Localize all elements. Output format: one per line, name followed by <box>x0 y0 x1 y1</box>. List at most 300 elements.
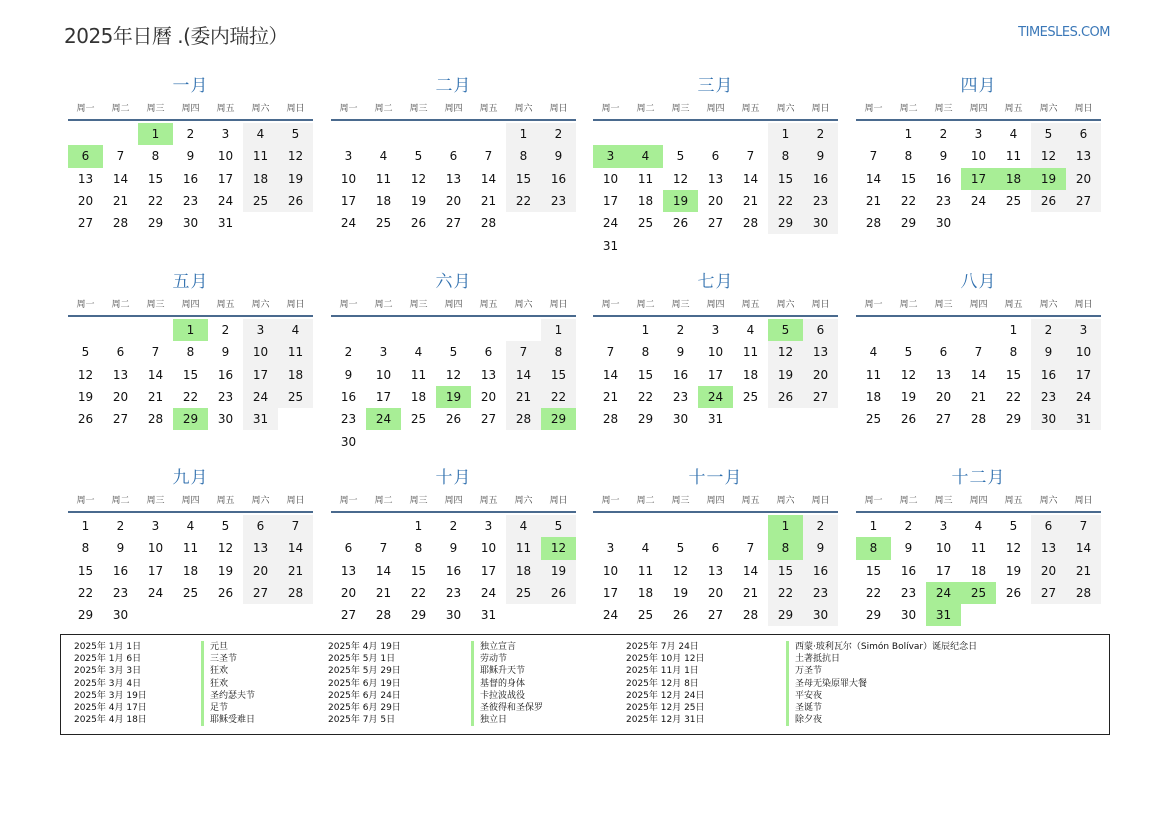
holiday-name: 三圣节 <box>210 654 238 665</box>
weekday-label: 周日 <box>549 300 568 310</box>
day-cell: 13 <box>340 563 357 578</box>
day-cell: 8 <box>541 341 576 363</box>
weekday-label: 周四 <box>969 496 988 506</box>
month-calendar <box>856 464 1101 626</box>
legend-date-column <box>74 641 147 726</box>
day-cell: 28 <box>147 412 164 427</box>
day-cell: 3 <box>221 127 230 142</box>
weekday-label: 周四 <box>181 496 200 506</box>
day-cell: 7 <box>1066 515 1101 537</box>
day-cell: 3 <box>151 519 160 534</box>
weekday-label: 周日 <box>286 300 305 310</box>
day-cell: 28 <box>112 216 129 231</box>
weekday-label: 周一 <box>339 300 358 310</box>
days-grid <box>856 123 1101 234</box>
day-cell: 9 <box>186 149 195 164</box>
holiday-day-cell: 17 <box>961 168 996 190</box>
empty-cell <box>436 123 471 145</box>
day-cell: 19 <box>278 168 313 190</box>
weekday-label: 周五 <box>1004 300 1023 310</box>
weekday-label: 周五 <box>479 300 498 310</box>
holiday-date: 2025年 7月 5日 <box>328 715 396 726</box>
holiday-name: 圣约瑟夫节 <box>210 690 256 701</box>
day-cell: 4 <box>746 323 755 338</box>
day-cell: 2 <box>1031 319 1066 341</box>
day-cell: 21 <box>506 386 541 408</box>
holiday-name: 土著抵抗日 <box>795 654 841 665</box>
weekday-label: 周四 <box>969 300 988 310</box>
day-cell: 8 <box>506 145 541 167</box>
weekday-label: 周日 <box>1074 104 1093 114</box>
weekday-label: 周二 <box>899 496 918 506</box>
day-cell: 28 <box>865 216 882 231</box>
day-cell: 7 <box>151 345 160 360</box>
day-cell: 18 <box>375 194 392 209</box>
day-cell: 1 <box>869 519 878 534</box>
day-cell: 12 <box>672 563 689 578</box>
month-calendar <box>593 464 838 626</box>
site-link[interactable]: TIMESLES.COM <box>1018 25 1110 40</box>
holiday-date: 2025年 4月 17日 <box>74 703 147 714</box>
day-cell: 27 <box>803 386 838 408</box>
day-cell: 24 <box>602 216 619 231</box>
day-cell: 9 <box>1031 341 1066 363</box>
day-cell: 21 <box>278 560 313 582</box>
day-cell: 20 <box>935 390 952 405</box>
month-calendar <box>68 72 313 234</box>
header-divider <box>856 315 1101 317</box>
day-cell: 2 <box>803 515 838 537</box>
day-cell: 4 <box>869 345 878 360</box>
day-cell: 18 <box>637 194 654 209</box>
day-cell: 6 <box>711 149 720 164</box>
weekday-label: 周一 <box>601 104 620 114</box>
day-cell: 14 <box>602 367 619 382</box>
holiday-date: 2025年 6月 24日 <box>328 690 401 701</box>
day-cell: 13 <box>1066 145 1101 167</box>
day-cell: 25 <box>637 608 654 623</box>
day-cell: 19 <box>768 364 803 386</box>
day-cell: 15 <box>410 563 427 578</box>
day-cell: 12 <box>1031 145 1066 167</box>
day-cell: 21 <box>742 194 759 209</box>
empty-cell <box>891 319 926 341</box>
day-cell: 23 <box>803 582 838 604</box>
day-cell: 23 <box>541 190 576 212</box>
day-cell: 28 <box>480 216 497 231</box>
holiday-date: 2025年 4月 19日 <box>328 642 401 652</box>
day-cell: 8 <box>768 145 803 167</box>
day-cell: 10 <box>217 149 234 164</box>
day-cell: 12 <box>410 171 427 186</box>
day-cell: 7 <box>484 149 493 164</box>
day-cell: 8 <box>151 149 160 164</box>
day-cell: 30 <box>803 212 838 234</box>
weekday-label: 周六 <box>251 496 270 506</box>
day-cell: 22 <box>506 190 541 212</box>
weekday-label: 周一 <box>76 496 95 506</box>
holiday-day-cell: 12 <box>541 537 576 559</box>
weekday-header <box>68 100 313 118</box>
month-title: 十二月 <box>951 468 1006 488</box>
weekday-header <box>331 100 576 118</box>
empty-cell <box>628 515 663 537</box>
weekday-label: 周五 <box>216 104 235 114</box>
weekday-label: 周日 <box>1074 300 1093 310</box>
weekday-label: 周三 <box>934 496 953 506</box>
day-cell: 8 <box>641 345 650 360</box>
day-cell: 17 <box>602 194 619 209</box>
empty-cell <box>663 515 698 537</box>
day-cell: 27 <box>707 216 724 231</box>
month-title: 八月 <box>960 272 997 292</box>
day-cell: 6 <box>803 319 838 341</box>
holiday-name: 圣母无染原罪大餐 <box>795 678 868 689</box>
weekday-label: 周一 <box>864 496 883 506</box>
weekday-label: 周一 <box>601 496 620 506</box>
day-cell: 21 <box>480 194 497 209</box>
day-cell: 23 <box>112 586 129 601</box>
empty-cell <box>366 319 401 341</box>
day-cell: 21 <box>147 390 164 405</box>
day-cell: 24 <box>480 586 497 601</box>
empty-cell <box>401 123 436 145</box>
day-cell: 5 <box>676 149 685 164</box>
weekday-label: 周四 <box>444 300 463 310</box>
empty-cell <box>471 319 506 341</box>
weekday-header <box>331 296 576 314</box>
weekday-label: 周五 <box>216 496 235 506</box>
day-cell: 28 <box>506 408 541 430</box>
day-cell: 11 <box>375 171 392 186</box>
day-cell: 15 <box>541 364 576 386</box>
weekday-label: 周二 <box>111 496 130 506</box>
day-cell: 24 <box>970 194 987 209</box>
day-cell: 11 <box>278 341 313 363</box>
day-cell: 14 <box>742 171 759 186</box>
empty-cell <box>68 319 103 341</box>
holiday-date: 2025年 6月 19日 <box>328 678 401 689</box>
day-cell: 20 <box>1031 560 1066 582</box>
day-cell: 17 <box>217 171 234 186</box>
day-cell: 16 <box>900 563 917 578</box>
day-cell: 2 <box>541 123 576 145</box>
legend-name-column <box>201 641 255 726</box>
day-cell: 10 <box>340 171 357 186</box>
month-calendar <box>331 72 576 234</box>
holiday-date: 2025年 5月 1日 <box>328 654 396 665</box>
day-cell: 15 <box>77 563 94 578</box>
days-grid <box>856 515 1101 626</box>
day-cell: 29 <box>768 604 803 626</box>
weekday-label: 周五 <box>1004 496 1023 506</box>
day-cell: 22 <box>637 390 654 405</box>
day-cell: 4 <box>1009 127 1018 142</box>
day-cell: 10 <box>480 541 497 556</box>
day-cell: 5 <box>1031 123 1066 145</box>
day-cell: 11 <box>742 345 759 360</box>
holiday-day-cell: 6 <box>68 145 103 167</box>
header-divider <box>68 315 313 317</box>
weekday-label: 周三 <box>146 104 165 114</box>
day-cell: 16 <box>182 171 199 186</box>
day-cell: 17 <box>602 586 619 601</box>
header-divider <box>856 511 1101 513</box>
day-cell: 29 <box>77 608 94 623</box>
weekday-label: 周二 <box>636 104 655 114</box>
holiday-name: 足节 <box>210 703 229 714</box>
holiday-name: 狂欢 <box>210 666 229 677</box>
holiday-date: 2025年 12月 8日 <box>626 678 699 689</box>
day-cell: 13 <box>707 171 724 186</box>
day-cell: 17 <box>243 364 278 386</box>
day-cell: 11 <box>637 563 654 578</box>
weekday-label: 周三 <box>146 300 165 310</box>
month-calendar <box>593 72 838 257</box>
day-cell: 17 <box>375 390 392 405</box>
weekday-label: 周日 <box>286 104 305 114</box>
empty-cell <box>436 319 471 341</box>
day-cell: 3 <box>344 149 353 164</box>
day-cell: 8 <box>186 345 195 360</box>
day-cell: 25 <box>182 586 199 601</box>
day-cell: 27 <box>707 608 724 623</box>
day-cell: 14 <box>375 563 392 578</box>
day-cell: 29 <box>865 608 882 623</box>
day-cell: 16 <box>541 168 576 190</box>
day-cell: 7 <box>746 541 755 556</box>
weekday-label: 周一 <box>601 300 620 310</box>
holiday-name: 耶稣升天节 <box>480 666 526 677</box>
day-cell: 30 <box>672 412 689 427</box>
legend-date-column <box>328 641 401 726</box>
day-cell: 7 <box>746 149 755 164</box>
day-cell: 11 <box>182 541 199 556</box>
header-divider <box>593 119 838 121</box>
weekday-label: 周四 <box>706 104 725 114</box>
empty-cell <box>331 123 366 145</box>
weekday-label: 周三 <box>409 496 428 506</box>
page-title: 2025年日曆 .(委内瑞拉） <box>64 24 288 48</box>
day-cell: 9 <box>344 367 353 382</box>
month-calendar <box>331 464 576 626</box>
weekday-label: 周六 <box>1039 104 1058 114</box>
holiday-date: 2025年 11月 1日 <box>626 666 699 677</box>
day-cell: 19 <box>541 560 576 582</box>
day-cell: 13 <box>935 367 952 382</box>
empty-cell <box>103 123 138 145</box>
day-cell: 24 <box>340 216 357 231</box>
day-cell: 27 <box>935 412 952 427</box>
holiday-name: 独立日 <box>480 715 508 726</box>
weekday-label: 周二 <box>899 300 918 310</box>
weekday-label: 周六 <box>776 496 795 506</box>
day-cell: 2 <box>186 127 195 142</box>
holiday-day-cell: 4 <box>628 145 663 167</box>
holiday-day-cell: 5 <box>768 319 803 341</box>
empty-cell <box>331 515 366 537</box>
weekday-label: 周日 <box>1074 496 1093 506</box>
day-cell: 23 <box>672 390 689 405</box>
day-cell: 26 <box>672 216 689 231</box>
holiday-day-cell: 24 <box>698 386 733 408</box>
day-cell: 26 <box>768 386 803 408</box>
day-cell: 23 <box>182 194 199 209</box>
day-cell: 30 <box>1031 408 1066 430</box>
day-cell: 5 <box>414 149 423 164</box>
holiday-date: 2025年 1月 1日 <box>74 642 142 652</box>
day-cell: 14 <box>278 537 313 559</box>
header-divider <box>331 315 576 317</box>
weekday-label: 周五 <box>1004 104 1023 114</box>
day-cell: 19 <box>77 390 94 405</box>
weekday-label: 周日 <box>549 496 568 506</box>
holiday-name: 独立宣言 <box>480 642 517 652</box>
day-cell: 27 <box>77 216 94 231</box>
holiday-day-cell: 25 <box>961 582 996 604</box>
empty-cell <box>733 123 768 145</box>
month-calendar <box>68 268 313 430</box>
holiday-name: 除夕夜 <box>795 715 823 726</box>
day-cell: 3 <box>484 519 493 534</box>
day-cell: 31 <box>217 216 234 231</box>
day-cell: 8 <box>414 541 423 556</box>
month-title: 七月 <box>697 272 734 292</box>
day-cell: 16 <box>217 367 234 382</box>
day-cell: 15 <box>768 168 803 190</box>
day-cell: 5 <box>904 345 913 360</box>
month-title: 一月 <box>172 76 209 96</box>
month-calendar <box>856 268 1101 430</box>
day-cell: 6 <box>116 345 125 360</box>
day-cell: 29 <box>768 212 803 234</box>
day-cell: 1 <box>904 127 913 142</box>
holiday-name: 万圣节 <box>795 666 823 677</box>
day-cell: 15 <box>637 367 654 382</box>
day-cell: 31 <box>602 238 619 253</box>
day-cell: 25 <box>865 412 882 427</box>
weekday-label: 周三 <box>671 496 690 506</box>
day-cell: 12 <box>900 367 917 382</box>
day-cell: 10 <box>602 563 619 578</box>
weekday-label: 周五 <box>479 496 498 506</box>
empty-cell <box>138 319 173 341</box>
empty-cell <box>366 123 401 145</box>
holiday-day-cell: 3 <box>593 145 628 167</box>
day-cell: 9 <box>676 345 685 360</box>
day-cell: 3 <box>1066 319 1101 341</box>
day-cell: 6 <box>1031 515 1066 537</box>
day-cell: 5 <box>676 541 685 556</box>
empty-cell <box>366 515 401 537</box>
day-cell: 21 <box>970 390 987 405</box>
day-cell: 20 <box>445 194 462 209</box>
header-divider <box>593 511 838 513</box>
day-cell: 23 <box>217 390 234 405</box>
day-cell: 13 <box>243 537 278 559</box>
day-cell: 18 <box>506 560 541 582</box>
day-cell: 29 <box>410 608 427 623</box>
day-cell: 31 <box>243 408 278 430</box>
day-cell: 3 <box>974 127 983 142</box>
day-cell: 18 <box>278 364 313 386</box>
holiday-day-cell: 1 <box>173 319 208 341</box>
day-cell: 26 <box>1031 190 1066 212</box>
day-cell: 16 <box>803 168 838 190</box>
day-cell: 8 <box>81 541 90 556</box>
holiday-name: 劳动节 <box>480 654 508 665</box>
header-divider <box>68 119 313 121</box>
day-cell: 28 <box>1066 582 1101 604</box>
weekday-label: 周二 <box>374 104 393 114</box>
day-cell: 14 <box>742 563 759 578</box>
day-cell: 29 <box>900 216 917 231</box>
day-cell: 17 <box>1066 364 1101 386</box>
day-cell: 18 <box>970 563 987 578</box>
weekday-label: 周六 <box>251 300 270 310</box>
day-cell: 9 <box>116 541 125 556</box>
day-cell: 11 <box>637 171 654 186</box>
day-cell: 13 <box>77 171 94 186</box>
day-cell: 5 <box>541 515 576 537</box>
weekday-label: 周三 <box>934 104 953 114</box>
day-cell: 2 <box>221 323 230 338</box>
day-cell: 4 <box>278 319 313 341</box>
day-cell: 13 <box>707 563 724 578</box>
days-grid <box>593 515 838 626</box>
day-cell: 2 <box>116 519 125 534</box>
day-cell: 20 <box>77 194 94 209</box>
day-cell: 30 <box>217 412 234 427</box>
weekday-label: 周二 <box>374 496 393 506</box>
day-cell: 23 <box>900 586 917 601</box>
weekday-header <box>856 296 1101 314</box>
weekday-label: 周六 <box>251 104 270 114</box>
day-cell: 27 <box>480 412 497 427</box>
day-cell: 5 <box>1009 519 1018 534</box>
empty-cell <box>856 123 891 145</box>
days-grid <box>593 319 838 430</box>
legend-name-column <box>786 641 977 726</box>
day-cell: 8 <box>1009 345 1018 360</box>
day-cell: 17 <box>340 194 357 209</box>
day-cell: 17 <box>707 367 724 382</box>
weekday-header <box>593 296 838 314</box>
day-cell: 10 <box>147 541 164 556</box>
weekday-label: 周五 <box>741 104 760 114</box>
holiday-name: 平安夜 <box>795 690 823 701</box>
day-cell: 10 <box>970 149 987 164</box>
holiday-date: 2025年 1月 6日 <box>74 654 142 665</box>
day-cell: 27 <box>340 608 357 623</box>
day-cell: 14 <box>480 171 497 186</box>
day-cell: 20 <box>707 194 724 209</box>
day-cell: 17 <box>147 563 164 578</box>
day-cell: 16 <box>1031 364 1066 386</box>
holiday-name: 卡拉波战役 <box>480 690 526 701</box>
day-cell: 14 <box>865 171 882 186</box>
holiday-date: 2025年 10月 12日 <box>626 654 705 665</box>
day-cell: 18 <box>637 586 654 601</box>
holiday-date: 2025年 12月 24日 <box>626 690 705 701</box>
empty-cell <box>471 123 506 145</box>
days-grid <box>331 319 576 453</box>
days-grid <box>331 515 576 626</box>
day-cell: 23 <box>445 586 462 601</box>
holiday-name: 西蒙·玻利瓦尔（Simón Bolívar）诞辰纪念日 <box>795 642 978 652</box>
day-cell: 10 <box>243 341 278 363</box>
weekday-label: 周一 <box>864 104 883 114</box>
